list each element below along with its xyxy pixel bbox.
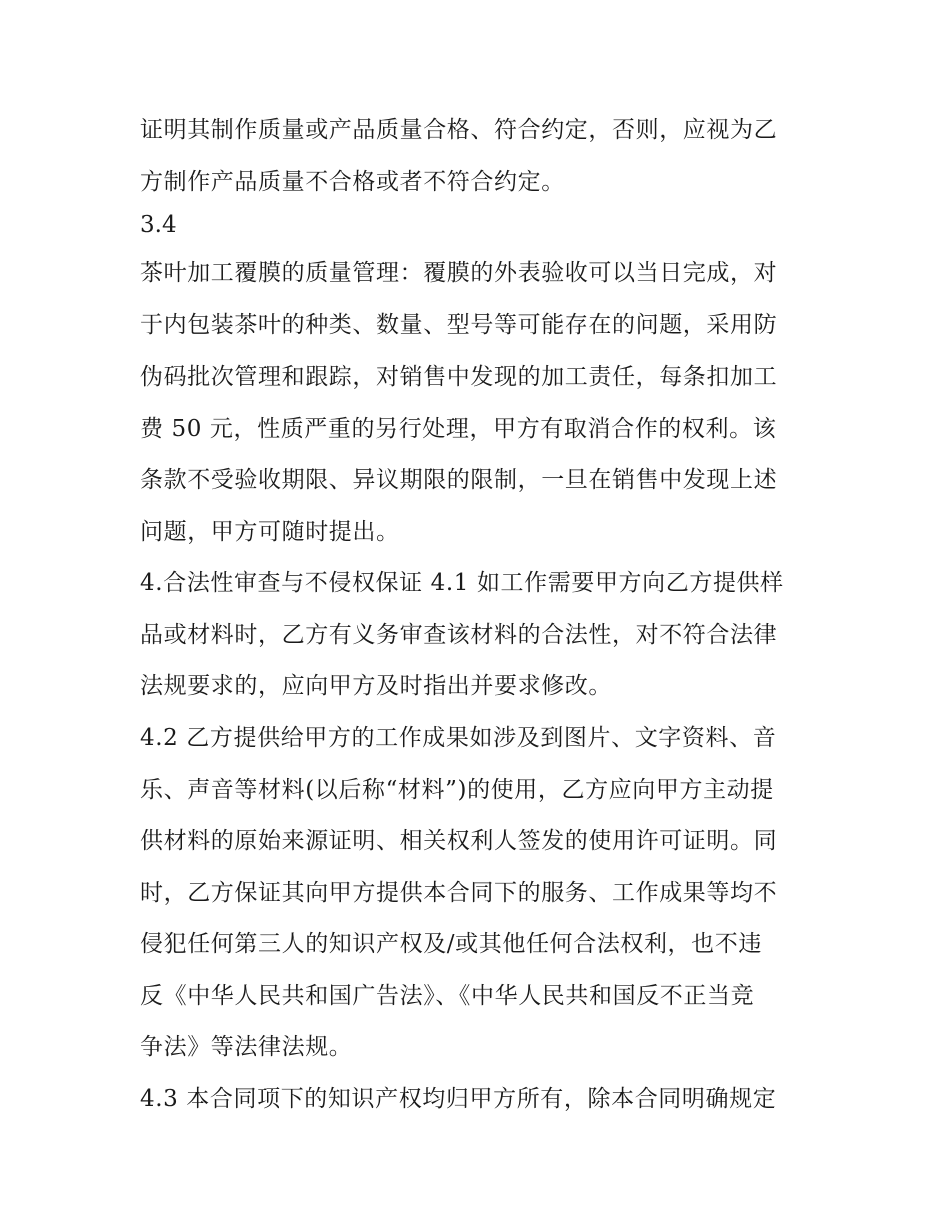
text-line: 4.3 本合同项下的知识产权均归甲方所有，除本合同明确规定 (140, 1086, 777, 1112)
text-line: 乐、声音等材料(以后称“材料”)的使用，乙方应向甲方主动提 (140, 777, 774, 803)
text-line: 4.合法性审查与不侵权保证 4.1 如工作需要甲方向乙方提供样 (140, 570, 784, 596)
text-line: 方制作产品质量不合格或者不符合约定。 (140, 169, 565, 195)
text-line: 于内包装茶叶的种类、数量、型号等可能存在的问题，采用防 (140, 312, 778, 338)
text-line: 反《中华人民共和国广告法》、《中华人民共和国反不正当竞 (140, 983, 755, 1009)
text-line: 茶叶加工覆膜的质量管理：覆膜的外表验收可以当日完成，对 (140, 260, 778, 286)
text-line: 品或材料时，乙方有义务审查该材料的合法性，对不符合法律 (140, 622, 778, 648)
text-line: 供材料的原始来源证明、相关权利人签发的使用许可证明。同 (140, 828, 778, 854)
section-number: 3.4 (140, 212, 177, 238)
text-line: 争法》等法律法规。 (140, 1034, 353, 1060)
text-line: 侵犯任何第三人的知识产权及/或其他任何合法权利，也不违 (140, 931, 762, 957)
text-line: 问题，甲方可随时提出。 (140, 519, 400, 545)
text-line: 4.2 乙方提供给甲方的工作成果如涉及到图片、文字资料、音 (140, 725, 777, 751)
text-line: 法规要求的，应向甲方及时指出并要求修改。 (140, 673, 612, 699)
text-line: 费 50 元，性质严重的另行处理，甲方有取消合作的权利。该 (140, 416, 777, 442)
text-line: 条款不受验收期限、异议期限的限制，一旦在销售中发现上述 (140, 467, 778, 493)
text-line: 时，乙方保证其向甲方提供本合同下的服务、工作成果等均不 (140, 880, 778, 906)
text-line: 伪码批次管理和跟踪，对销售中发现的加工责任，每条扣加工 (140, 364, 778, 390)
text-line: 证明其制作质量或产品质量合格、符合约定，否则，应视为乙 (140, 117, 778, 143)
